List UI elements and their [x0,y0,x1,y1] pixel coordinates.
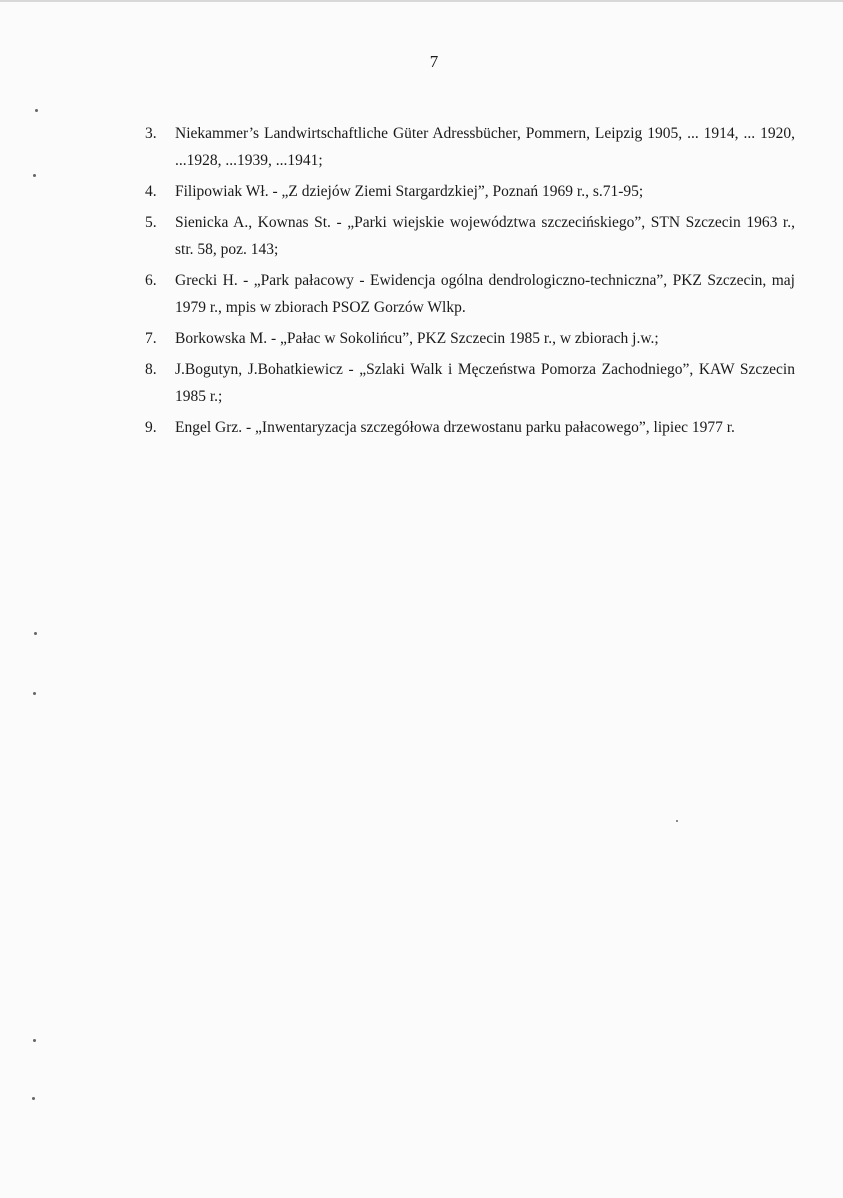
reference-number: 7. [145,330,157,347]
reference-text: J.Bogutyn, J.Bohatkiewicz - „Szlaki Walk i Męczeństwa Pomorza Zachodniego”, KAW Szczecin 1985 r.; [175,361,795,405]
reference-item [145,178,795,205]
reference-number: 6. [145,272,157,289]
scan-mark [32,1097,35,1100]
reference-item [145,414,795,441]
scan-mark [33,692,36,695]
reference-text: Grecki H. - „Park pałacowy - Ewidencja ogólna dendrologiczno-techniczna”, PKZ Szczecin, maj 1979 r., mpis w zbiorach PSOZ Gorzów Wlkp. [175,272,795,316]
reference-text: Engel Grz. - „Inwentaryzacja szczegółowa drzewostanu parku pałacowego”, lipiec 1977 r. [175,419,735,436]
reference-number: 9. [145,419,157,436]
scan-mark [34,632,37,635]
reference-text: Borkowska M. - „Pałac w Sokolińcu”, PKZ Szczecin 1985 r., w zbiorach j.w.; [175,330,659,347]
reference-number: 3. [145,125,157,142]
reference-item [145,325,795,352]
scan-mark [33,174,36,177]
reference-text: Sienicka A., Kownas St. - „Parki wiejskie województwa szczecińskiego”, STN Szczecin 1963 r., str. 58, poz. 143; [175,214,795,258]
scan-mark [676,820,678,822]
reference-list [145,120,795,445]
reference-number: 4. [145,183,157,200]
reference-text: Niekammer’s Landwirtschaftliche Güter Adressbücher, Pommern, Leipzig 1905, ... 1914, ... 1920, ...1928, ...1939, ...1941; [175,125,795,169]
scan-mark [33,1039,36,1042]
reference-item [145,120,795,174]
reference-item [145,267,795,321]
reference-item [145,209,795,263]
page-number: 7 [429,52,439,71]
scan-mark [35,109,38,112]
reference-text: Filipowiak Wł. - „Z dziejów Ziemi Stargardzkiej”, Poznań 1969 r., s.71-95; [175,183,644,200]
reference-number: 5. [145,214,157,231]
reference-number: 8. [145,361,157,378]
reference-item [145,356,795,410]
